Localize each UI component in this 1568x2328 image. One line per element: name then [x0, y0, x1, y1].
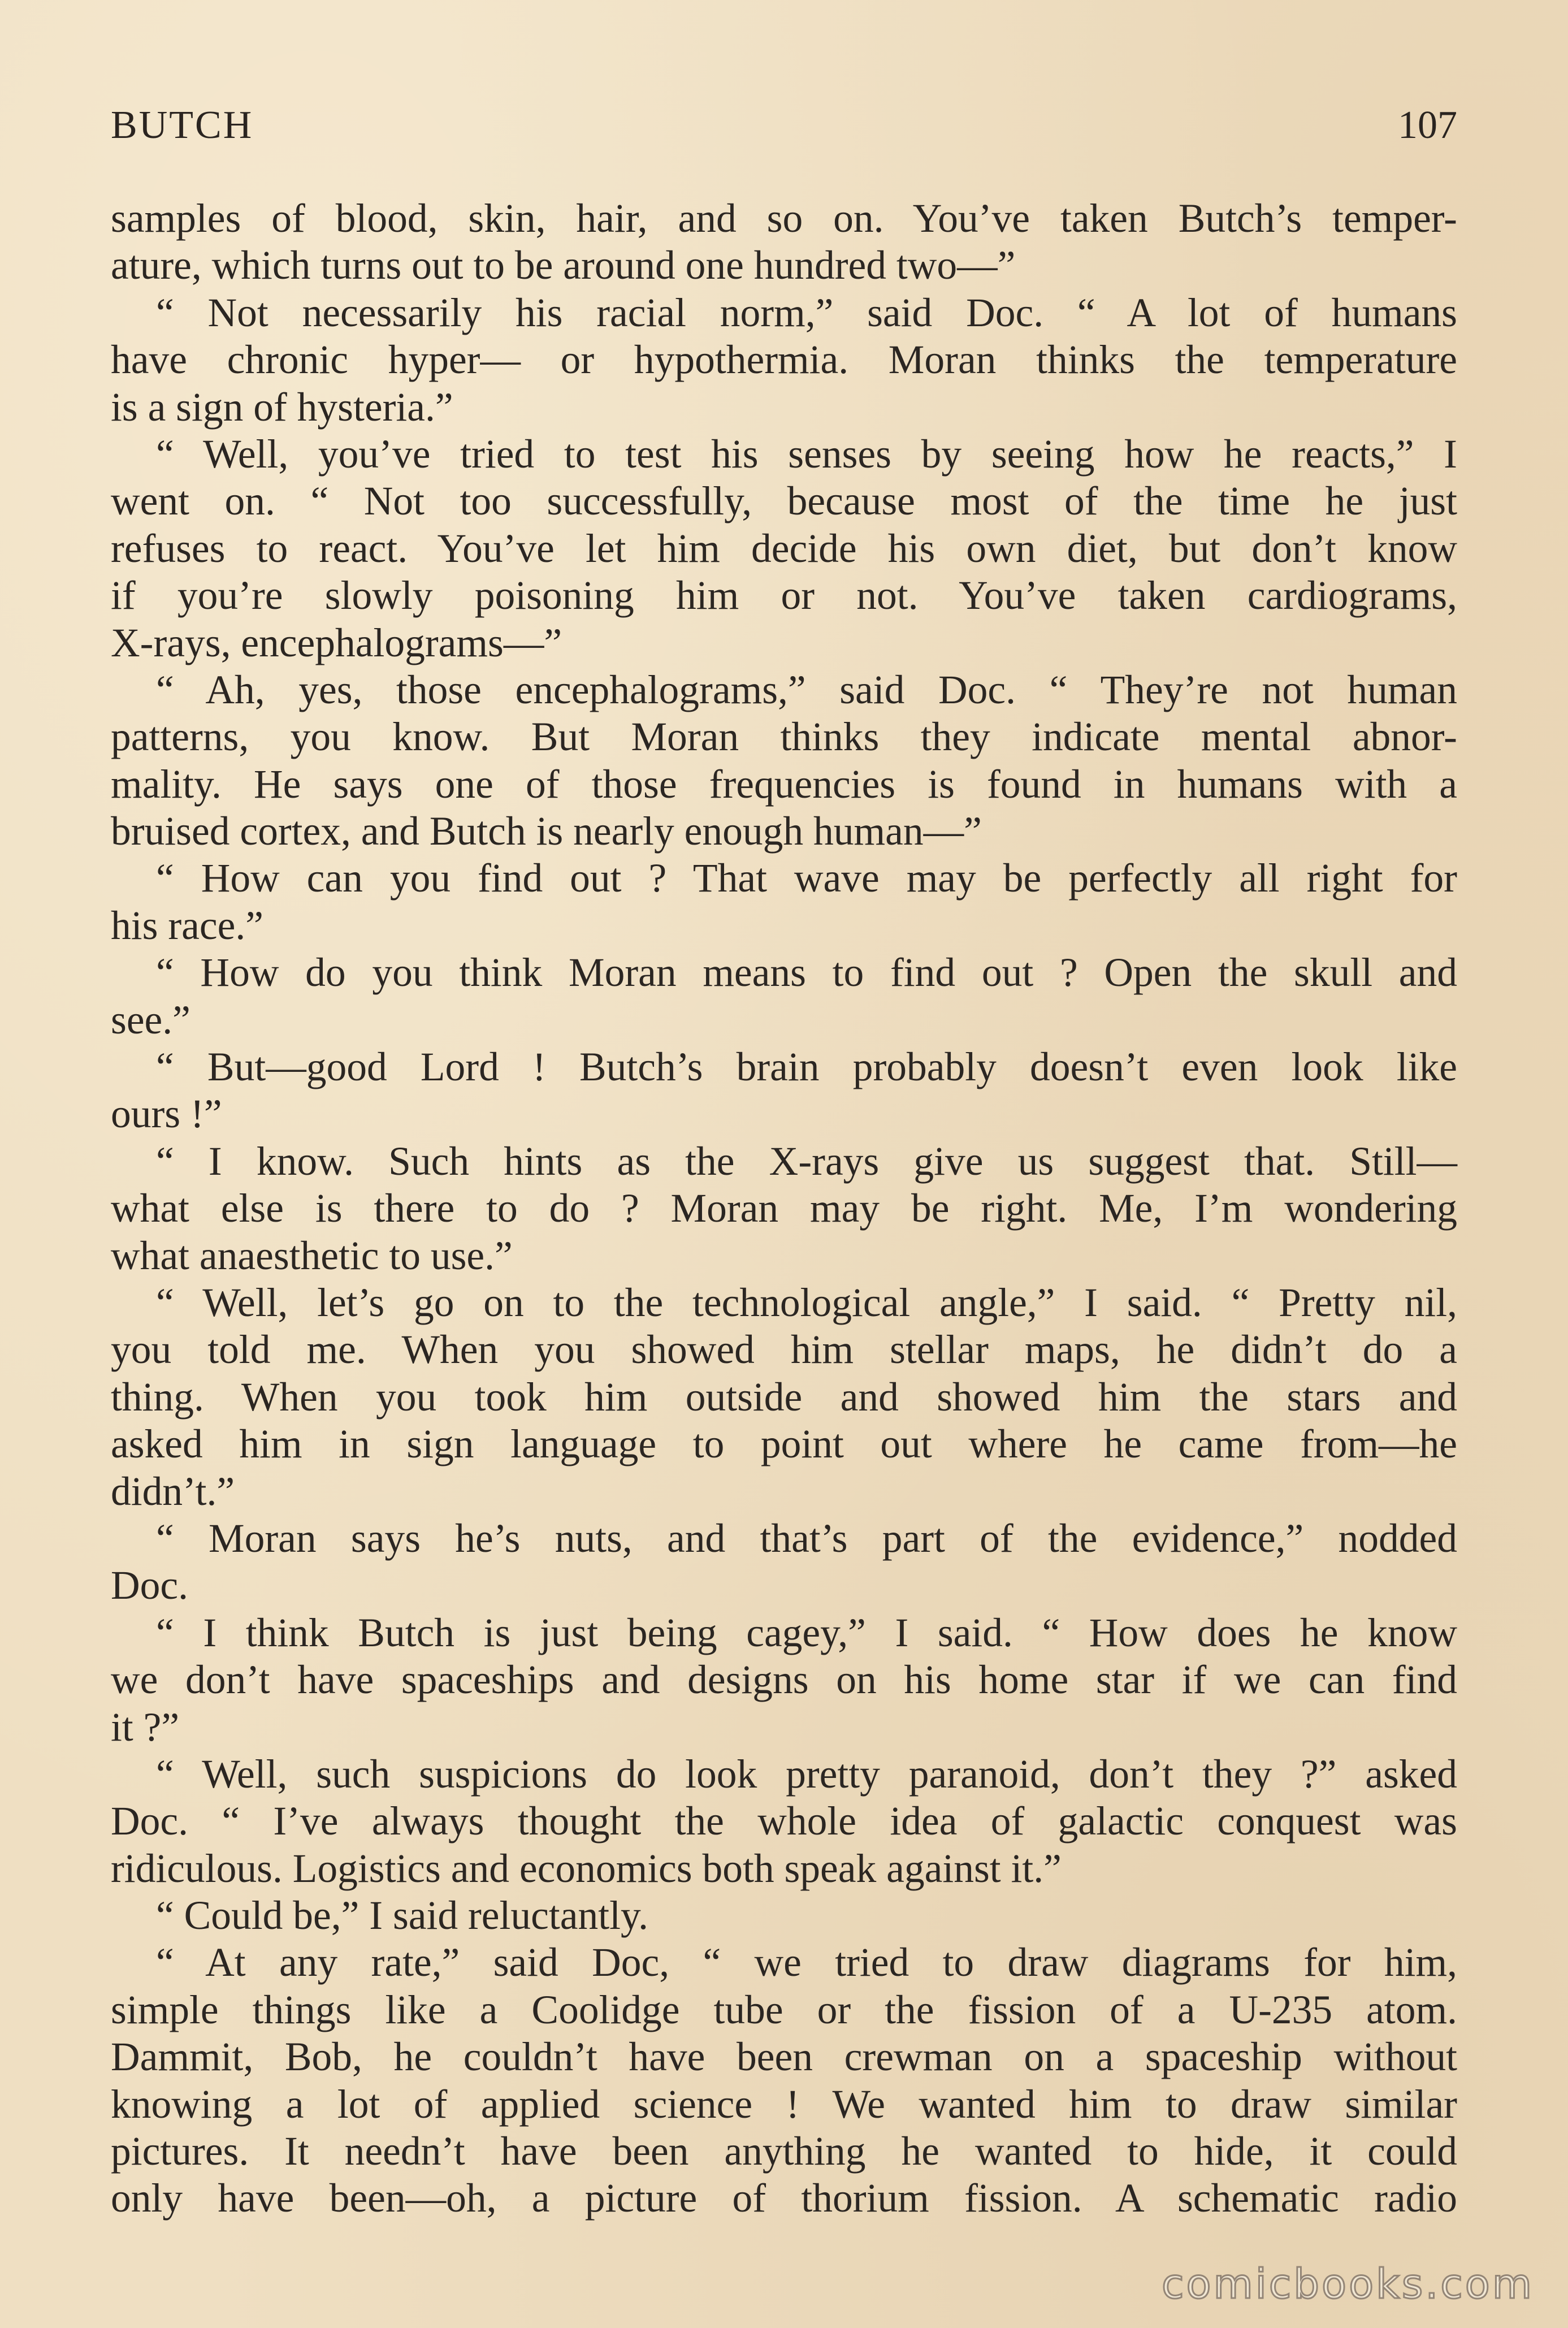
text-line: Doc. — [111, 1563, 188, 1608]
text-line: “ How can you find out ? That wave may be perfectly all right for — [156, 856, 1457, 901]
text-line: what anaesthetic to use.” — [111, 1233, 513, 1278]
text-line: went on. “ Not too successfully, because most of the time he just — [111, 479, 1457, 524]
text-line: ature, which turns out to be around one hundred two—” — [111, 243, 1016, 288]
text-line: didn’t.” — [111, 1469, 235, 1514]
text-line: “ But—good Lord ! Butch’s brain probably doesn’t even look like — [156, 1045, 1457, 1090]
text-line: “ How do you think Moran means to find out ? Open the skull and — [156, 950, 1457, 996]
text-line: if you’re slowly poisoning him or not. You’ve taken cardiograms, — [111, 573, 1457, 618]
running-head: BUTCH — [111, 103, 254, 147]
page-header — [111, 97, 1457, 154]
text-line: “ I think Butch is just being cagey,” I said. “ How does he know — [156, 1610, 1457, 1655]
watermark: comicbooks.com — [1161, 2260, 1534, 2308]
text-line: we don’t have spaceships and designs on his home star if we can find — [111, 1658, 1457, 1703]
text-line: Doc. “ I’ve always thought the whole idea of galactic conquest was — [111, 1799, 1457, 1844]
text-line: mality. He says one of those frequencies is found in humans with a — [111, 761, 1457, 807]
text-line: simple things like a Coolidge tube or the fission of a U-235 atom. — [111, 1987, 1457, 2032]
text-line: only have been—oh, a picture of thorium fission. A schematic radio — [111, 2176, 1457, 2221]
text-line: see.” — [111, 997, 190, 1042]
text-line: “ Ah, yes, those encephalograms,” said Doc. “ They’re not human — [156, 667, 1457, 712]
text-line: X-rays, encephalograms—” — [111, 620, 562, 665]
text-line: it ?” — [111, 1704, 180, 1750]
body-text — [111, 195, 1457, 2222]
text-line: “ Well, let’s go on to the technological angle,” I said. “ Pretty nil, — [156, 1280, 1457, 1325]
text-line: pictures. It needn’t have been anything he wanted to hide, it could — [111, 2129, 1457, 2174]
page-number: 107 — [1398, 103, 1457, 147]
text-line: Dammit, Bob, he couldn’t have been crewman on a spaceship without — [111, 2035, 1457, 2080]
text-line: asked him in sign language to point out where he came from—he — [111, 1422, 1457, 1467]
text-line: you told me. When you showed him stellar maps, he didn’t do a — [111, 1327, 1457, 1373]
text-line: “ Not necessarily his racial norm,” said Doc. “ A lot of humans — [156, 290, 1457, 335]
text-line: “ Well, such suspicions do look pretty paranoid, don’t they ?” asked — [156, 1751, 1457, 1797]
text-line: “ Well, you’ve tried to test his senses by seeing how he reacts,” I — [156, 431, 1457, 477]
text-line: knowing a lot of applied science ! We wanted him to draw similar — [111, 2082, 1457, 2127]
text-line: have chronic hyper— or hypothermia. Moran thinks the temperature — [111, 337, 1457, 383]
text-line: “ Could be,” I said reluctantly. — [156, 1893, 648, 1938]
text-line: what else is there to do ? Moran may be right. Me, I’m wondering — [111, 1186, 1457, 1231]
text-line: thing. When you took him outside and showed him the stars and — [111, 1374, 1457, 1420]
text-line: ours !” — [111, 1092, 222, 1137]
text-line: “ Moran says he’s nuts, and that’s part of the evidence,” nodded — [156, 1516, 1457, 1561]
text-line: is a sign of hysteria.” — [111, 384, 453, 430]
text-line: his race.” — [111, 903, 263, 948]
text-line: bruised cortex, and Butch is nearly enough human—” — [111, 809, 982, 854]
text-line: “ I know. Such hints as the X-rays give us suggest that. Still— — [156, 1139, 1457, 1184]
text-line: samples of blood, skin, hair, and so on. You’ve taken Butch’s temper- — [111, 196, 1457, 241]
text-line: patterns, you know. But Moran thinks they indicate mental abnor- — [111, 715, 1457, 760]
text-line: “ At any rate,” said Doc, “ we tried to draw diagrams for him, — [156, 1940, 1457, 1985]
text-line: ridiculous. Logistics and economics both speak against it.” — [111, 1846, 1062, 1891]
text-line: refuses to react. You’ve let him decide his own diet, but don’t know — [111, 526, 1457, 571]
